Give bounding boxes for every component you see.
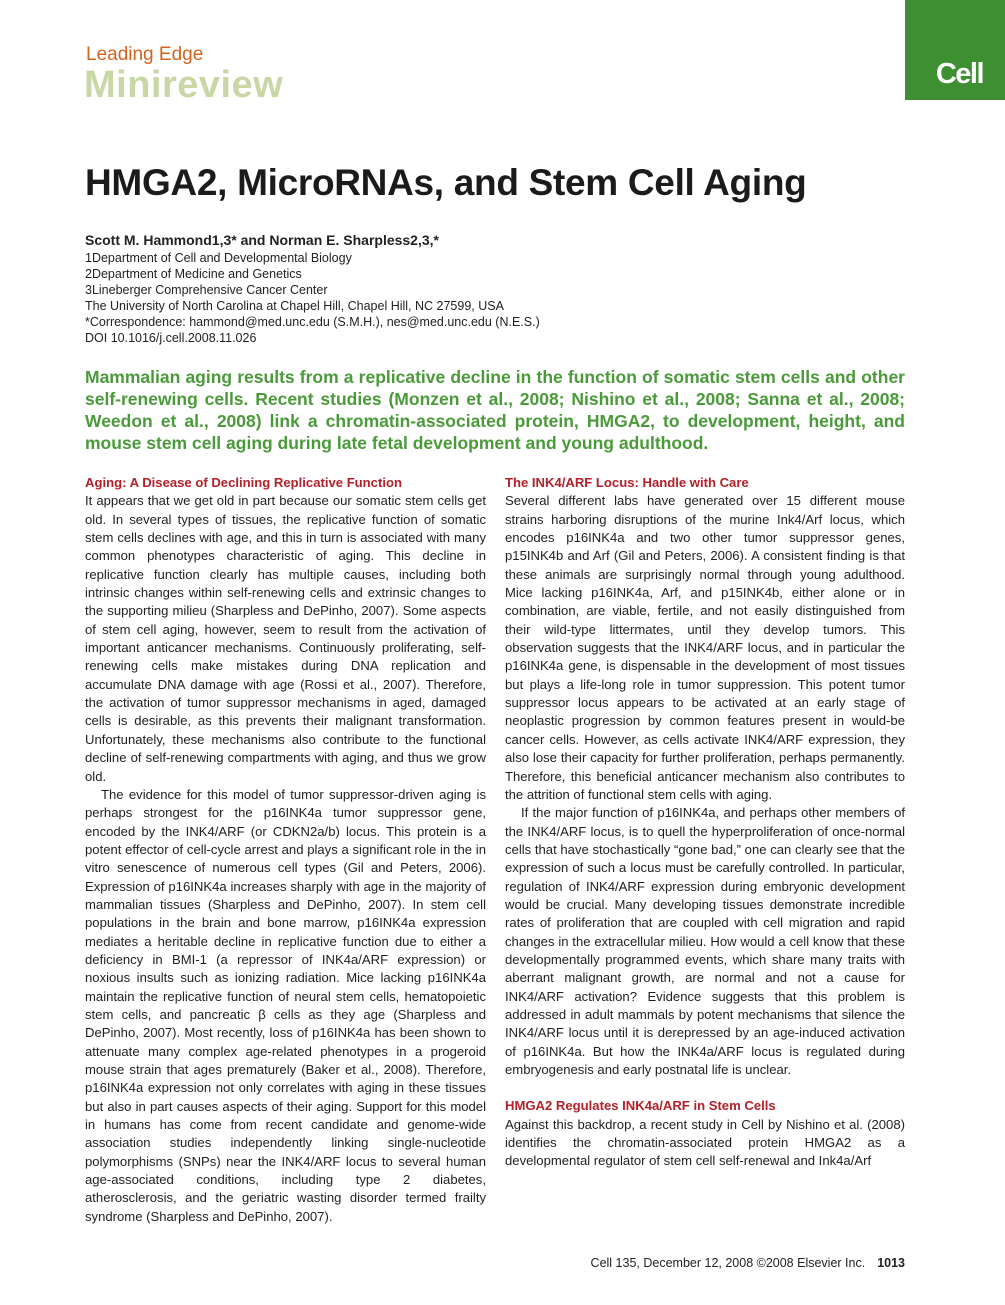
author-line bbox=[85, 232, 905, 249]
series-label: Leading Edge bbox=[86, 44, 204, 65]
page-number: 1013 bbox=[877, 1256, 905, 1270]
paragraph: If the major function of p16INK4a, and perhaps other members of the INK4/ARF locus, is to quell the hyperproliferation of once-normal cells that have stochastically “gone bad,” one can clearly see that the expression of such a locus must be carefully controlled. In particular, regulation of INK4/ARF expression during embryonic development would be crucial. Many developing tissues demonstrate incredible rates of proliferation that are coupled with cell migration and rapid changes in the extracellular milieu. How would a cell know that these developmentally programmed events, which share many traits with aberrant malignant growth, are normal and not a cause for INK4/ARF activation? Evidence suggests that this problem is addressed in adult mammals by potent mechanisms that silence the INK4/ARF locus until it is derepressed by an age-induced activation of p16INK4a. But how the INK4a/ARF locus is regulated during embryogenesis and early postnatal life is unclear. bbox=[505, 805, 905, 1077]
affiliation-2: 2Department of Medicine and Genetics bbox=[85, 267, 302, 281]
affiliation-1: 1Department of Cell and Developmental Biology bbox=[85, 251, 352, 265]
right-column bbox=[505, 474, 905, 1171]
front-matter bbox=[85, 232, 905, 346]
abstract: Mammalian aging results from a replicative decline in the function of somatic stem cells and other self-renewing cells. Recent studies (Monzen et al., 2008; Nishino et al., 2008; Sanna et al., 2008; Weedon et al., 2008) link a chromatin-associated protein, HMGA2, to development, height, and mouse stem cell aging during late fetal development and young adulthood. bbox=[85, 367, 905, 453]
page-footer bbox=[591, 1256, 905, 1270]
section-heading-ink4-arf: The INK4/ARF Locus: Handle with Care bbox=[505, 475, 749, 490]
affiliation-address: The University of North Carolina at Chapel Hill, Chapel Hill, NC 27599, USA bbox=[85, 299, 504, 313]
doi: DOI 10.1016/j.cell.2008.11.026 bbox=[85, 331, 257, 345]
paragraph: It appears that we get old in part because our somatic stem cells get old. In several types of tissues, the replicative function of somatic stem cells declines with age, and this in turn is associated with many common phenotypes characteristic of aging. This decline in replicative function clearly has multiple causes, including both intrinsic changes within self-renewing cells and extrinsic changes to the supporting milieu (Sharpless and DePinho, 2007). Some aspects of stem cell aging, however, seem to result from the activation of important anticancer mechanisms. Continuously proliferating, self-renewing cells make mistakes during DNA replication and accumulate DNA damage with age (Rossi et al., 2007). Therefore, the activation of tumor suppressor mechanisms in aged, damaged cells is desirable, as this prevents their malignant transformation. Unfortunately, these mechanisms also contribute to the functional decline of self-renewing compartments with aging, and thus we grow old. bbox=[85, 493, 486, 784]
section-heading-aging: Aging: A Disease of Declining Replicative Function bbox=[85, 475, 402, 490]
article-title: HMGA2, MicroRNAs, and Stem Cell Aging bbox=[85, 162, 807, 203]
author-names: Scott M. Hammond1,3* and Norman E. Sharpless2,3,* bbox=[85, 232, 439, 248]
left-column bbox=[85, 474, 486, 1226]
footer-citation: Cell 135, December 12, 2008 ©2008 Elsevier Inc. bbox=[590, 1256, 866, 1270]
journal-logo bbox=[905, 0, 1005, 100]
paragraph: The evidence for this model of tumor suppressor-driven aging is perhaps strongest for the p16INK4a tumor suppressor gene, encoded by the INK4/ARF (or CDKN2a/b) locus. This protein is a potent effector of cell-cycle arrest and plays a significant role in the in vitro senescence of numerous cell types (Gil and Peters, 2006). Expression of p16INK4a increases sharply with age in the majority of mammalian tissues (Sharpless and DePinho, 2007). In stem cell populations in the brain and bone marrow, p16INK4a expression mediates a heritable decline in replicative function due to either a deficiency in BMI-1 (a repressor of INK4a/ARF expression) or noxious insults such as ionizing radiation. Mice lacking p16INK4a maintain the replicative function of neural stem cells, hematopoietic stem cells, and pancreatic β cells as they age (Sharpless and DePinho, 2007). Most recently, loss of p16INK4a has been shown to attenuate many complex age-related phenotypes in a progeroid mouse strain that ages prematurely (Baker et al., 2008). Therefore, p16INK4a expression not only correlates with aging in these tissues but also in part causes aspects of their aging. Support for this model in humans has come from recent candidate and genome-wide association studies independently linking single-nucleotide polymorphisms (SNPs) near the INK4/ARF locus to several human age-associated conditions, including type 2 diabetes, atherosclerosis, and the geriatric wasting disorder termed frailty syndrome (Sharpless and DePinho, 2007). bbox=[85, 786, 486, 1224]
paragraph: Several different labs have generated over 15 different mouse strains harboring disruptions of the murine Ink4/Arf locus, which encodes p16INK4a and two other tumor suppressor genes, p15INK4b and Arf (Gil and Peters, 2006). A consistent finding is that these animals are surprisingly normal through young adulthood. Mice lacking p16INK4a, Arf, and p15INK4b, either alone or in combination, are viable, fertile, and not easily distinguished from their wild-type littermates, until they develop tumors. This observation suggests that the INK4/ARF locus, and in particular the p16INK4a gene, is dispensable in the development of most tissues but plays a life-long role in tumor suppression. This potent tumor suppressor locus appears to be activated at an early stage of neoplastic progression by common features present in would-be cancer cells. However, as cells activate INK4/ARF expression, they also lose their capacity for further proliferation, perhaps permanently. Therefore, this beneficial anticancer mechanism also contributes to the attrition of functional stem cells with aging. bbox=[505, 493, 905, 802]
affiliation-3: 3Lineberger Comprehensive Cancer Center bbox=[85, 283, 328, 297]
article-type: Minireview bbox=[84, 64, 284, 106]
correspondence: *Correspondence: hammond@med.unc.edu (S.M.H.), nes@med.unc.edu (N.E.S.) bbox=[85, 315, 540, 329]
paragraph: Against this backdrop, a recent study in Cell by Nishino et al. (2008) identifies the chromatin-associated protein HMGA2 as a developmental regulator of stem cell self-renewal and Ink4a/Arf bbox=[505, 1116, 905, 1169]
section-heading-hmga2: HMGA2 Regulates INK4a/ARF in Stem Cells bbox=[505, 1098, 776, 1114]
journal-name: Cell bbox=[935, 58, 983, 90]
